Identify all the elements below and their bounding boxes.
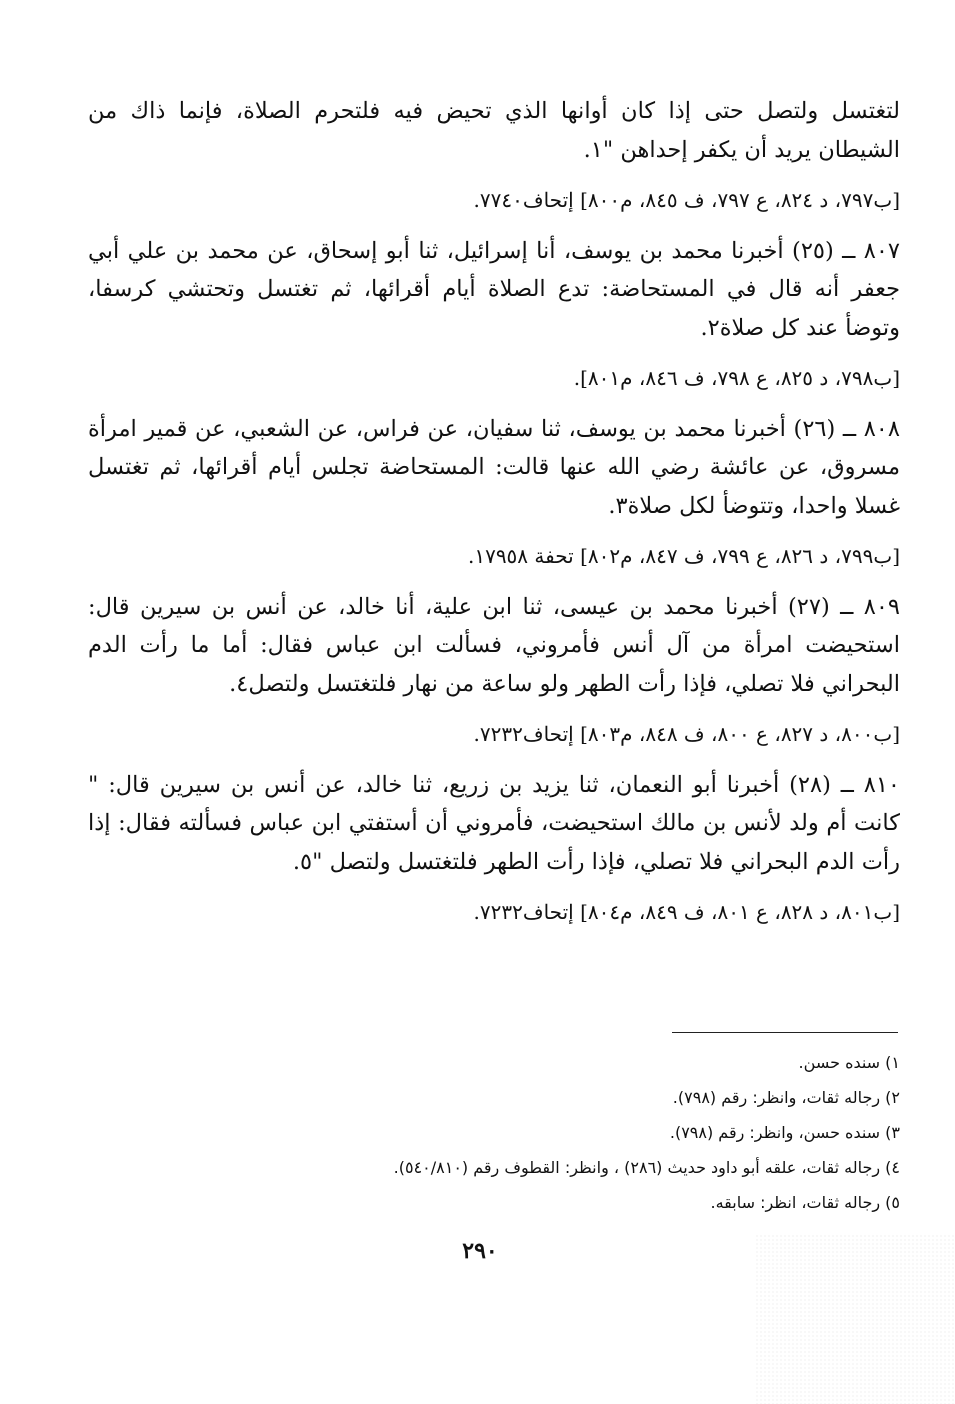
footnote-1: ١) سنده حسن. <box>798 1053 900 1072</box>
hadith-reference-810: [ب٨٠١، د ٨٢٨، ع ٨٠١، ف ٨٤٩، م٨٠٤] إتحاف٧٢٣٢. <box>473 900 900 924</box>
hadith-text-809: ٨٠٩ ــ (٢٧) أخبرنا محمد بن عيسى، ثنا ابن علية، أنا خالد، عن أنس بن سيرين قال: استحيضت امرأة من آل أنس فأمروني، فسألت ابن عباس فقال: أما ما رأت الدم البحراني فلا تصلي، فإذا رأت الطهر ولو ساعة من نهار فلتغتسل ولتصل٤. <box>88 593 900 697</box>
footnote-3: ٣) سنده حسن، وانظر: رقم (٧٩٨). <box>669 1123 900 1142</box>
scan-noise <box>755 1234 955 1404</box>
footnote-2: ٢) رجاله ثقات، وانظر: رقم (٧٩٨). <box>672 1088 900 1107</box>
hadith-text-810: ٨١٠ ــ (٢٨) أخبرنا أبو النعمان، ثنا يزيد بن زريع، ثنا خالد، عن أنس بن سيرين قال: " كانت أم ولد لأنس بن مالك استحيضت، فأمروني أن أستفتي ابن عباس فسألته فقال: إذا رأت الدم البحراني فلا تصلي، فإذا رأت الطهر فلتغتسل ولتصل "٥. <box>88 771 900 875</box>
main-text <box>88 92 900 944</box>
hadith-reference-806: [ب٧٩٧، د ٨٢٤، ع ٧٩٧، ف ٨٤٥، م٨٠٠] إتحاف٧٧٤٠. <box>473 188 900 212</box>
footnote-5: ٥) رجاله ثقات، انظر: سابقه. <box>710 1193 900 1212</box>
hadith-reference-807: [ب٧٩٨، د ٨٢٥، ع ٧٩٨، ف ٨٤٦، م٨٠١]. <box>573 366 900 390</box>
hadith-text-806-end: لتغتسل ولتصل حتى إذا كان أوانها الذي تحيض فيه فلتحرم الصلاة، فإنما ذاك من الشيطان يريد أن يكفر إحداهن "١. <box>88 98 900 163</box>
hadith-reference-808: [ب٧٩٩، د ٨٢٦، ع ٧٩٩، ف ٨٤٧، م٨٠٢] تحفة ١٧٩٥٨. <box>467 544 900 568</box>
page-number: ٢٩٠ <box>462 1238 498 1264</box>
hadith-text-808: ٨٠٨ ــ (٢٦) أخبرنا محمد بن يوسف، ثنا سفيان، عن فراس، عن الشعبي، عن قمير امرأة مسروق، عن عائشة رضي الله عنها قالت: المستحاضة تجلس أيام أقرائها، ثم تغتسل غسلا واحدا، وتتوضأ لكل صلاة٣. <box>88 415 900 519</box>
hadith-text-807: ٨٠٧ ــ (٢٥) أخبرنا محمد بن يوسف، أنا إسرائيل، ثنا أبو إسحاق، عن محمد بن علي أبي جعفر أنه قال في المستحاضة: تدع الصلاة أيام أقرائها، ثم تغتسل وتحتشي كرسفا، وتوضأ عند كل صلاة٢. <box>88 237 900 341</box>
hadith-reference-809: [ب٨٠٠، د ٨٢٧، ع ٨٠٠، ف ٨٤٨، م٨٠٣] إتحاف٧٢٣٢. <box>473 722 900 746</box>
footnote-4: ٤) رجاله ثقات، علقه أبو داود حديث (٢٨٦) ، وانظر: القطوف رقم (٥٤٠/٨١٠). <box>393 1158 900 1177</box>
footnotes <box>240 1045 900 1220</box>
footnote-separator <box>672 1032 898 1033</box>
